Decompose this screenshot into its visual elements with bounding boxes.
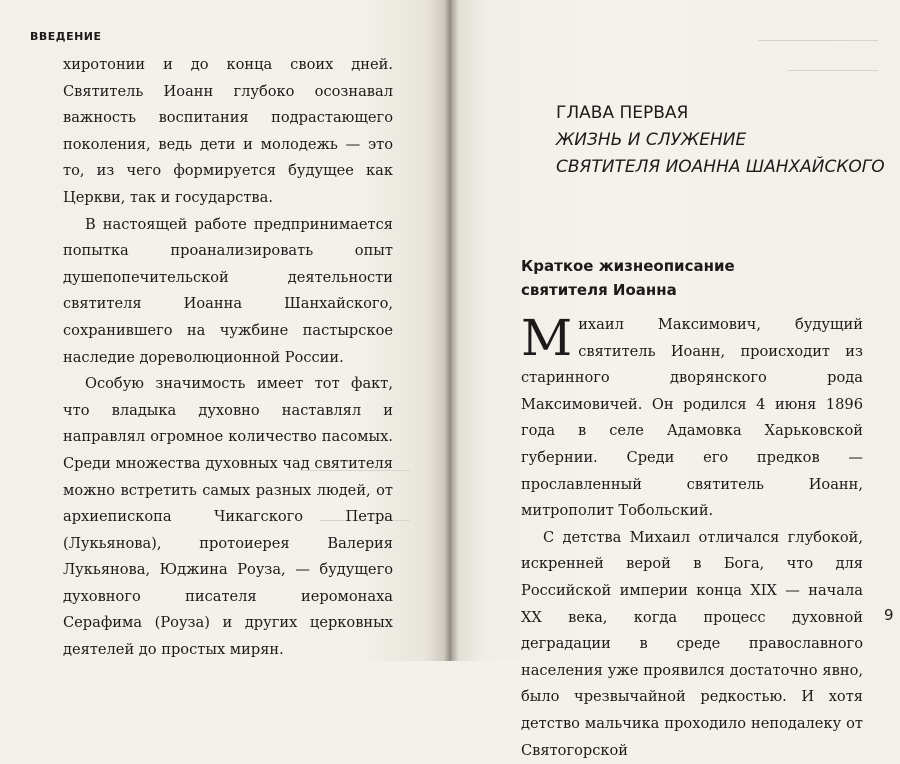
drop-cap: М bbox=[521, 309, 573, 367]
chapter-heading bbox=[556, 100, 885, 181]
paragraph: Особую значимость имеет тот факт, что владыка духовно наставлял и направлял огромное количество пасомых. Среди множества духовных чад святителя можно встретить самых разных людей, от архиепископа Чикагского Петра (Лукьянова), протоиерея Валерия Лукьянова, Юджина Роуза, — будущего духовного писателя иеромонаха Серафима (Роуза) и других церковных деятелей до простых мирян. bbox=[63, 375, 393, 659]
left-page bbox=[0, 0, 444, 661]
page-number: 9 bbox=[884, 606, 894, 624]
paragraph bbox=[521, 309, 863, 525]
right-page bbox=[458, 0, 900, 759]
running-head: ВВЕДЕНИЕ bbox=[30, 30, 102, 43]
right-body-text bbox=[521, 309, 863, 764]
chapter-label: ГЛАВА ПЕРВАЯ bbox=[556, 103, 689, 123]
left-body-text bbox=[63, 52, 393, 664]
section-title bbox=[521, 254, 735, 302]
paragraph: хиротонии и до конца своих дней. Святитель Иоанн глубоко осознавал важность воспитания подрастающего поколения, ведь дети и молодежь — это то, из чего формируется будущее как Церкви, так и государства. bbox=[63, 56, 393, 206]
chapter-title-line: ЖИЗНЬ И СЛУЖЕНИЕ bbox=[556, 130, 747, 150]
section-title-line: Краткое жизнеописание bbox=[521, 257, 735, 275]
book-gutter bbox=[444, 0, 458, 661]
chapter-title-line: СВЯТИТЕЛЯ ИОАННА ШАНХАЙСКОГО bbox=[556, 157, 885, 177]
section-title-line: святителя Иоанна bbox=[521, 281, 677, 299]
paragraph: С детства Михаил отличался глубокой, искренней верой в Бога, что для Российской империи конца XIX — начала XX века, когда процесс духовной деградации в среде православного населения уже проявился достаточно явно, было чрезвычайной редкостью. И хотя детство мальчика проходило неподалеку от Святогорской bbox=[521, 528, 863, 759]
paragraph-text: ихаил Максимович, будущий святитель Иоанн, происходит из старинного дворянского рода Максимовичей. Он родился 4 июня 1896 года в селе Адамовка Харьковской губернии. Среди его предков — прославленный святитель Иоанн, митрополит Тобольский. bbox=[521, 316, 863, 520]
paragraph: В настоящей работе предпринимается попытка проанализировать опыт душепопечительской деятельности святителя Иоанна Шанхайского, сохранившего на чужбине пастырское наследие дореволюционной России. bbox=[63, 215, 393, 366]
